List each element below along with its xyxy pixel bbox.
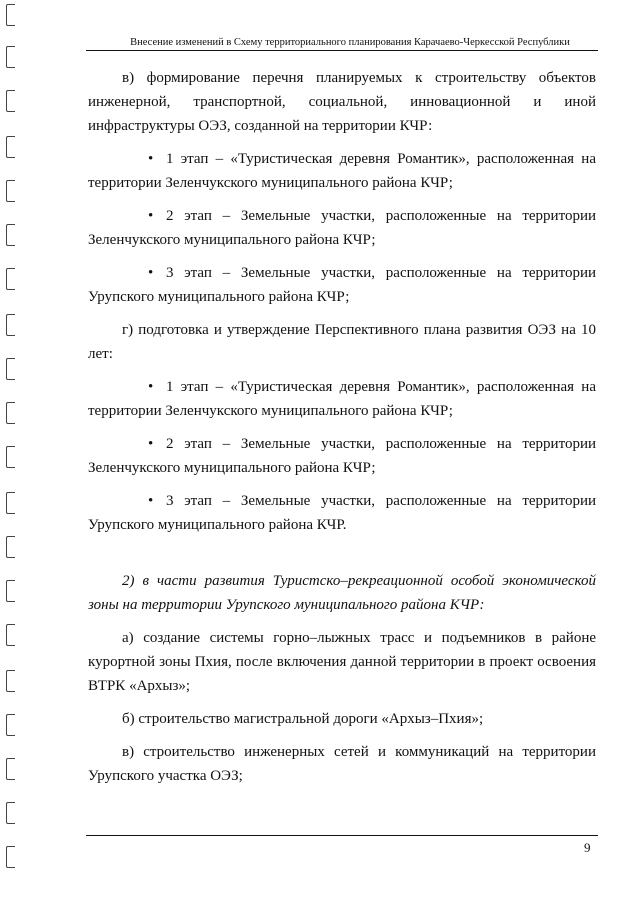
binder-mark [6, 670, 15, 692]
binder-mark [6, 492, 15, 514]
binder-mark [6, 358, 15, 380]
page-number: 9 [584, 840, 591, 855]
list-item [88, 261, 596, 309]
item-b: б) строительство магистральной дороги «Архыз–Пхия»; [122, 711, 484, 727]
list-item-text: 1 этап – «Туристическая деревня Романтик», расположенная на территории Зеленчукского муниципального района КЧР; [88, 379, 596, 419]
list-item [88, 489, 596, 537]
binder-mark [6, 846, 15, 868]
binder-edge [4, 0, 20, 905]
list-item [88, 375, 596, 423]
binder-mark [6, 714, 15, 736]
paragraph-g: г) подготовка и утверждение Перспективного плана развития ОЭЗ на 10 лет: [88, 322, 596, 362]
binder-mark [6, 402, 15, 424]
list-item [88, 432, 596, 480]
body-text [88, 66, 596, 797]
binder-mark [6, 224, 15, 246]
list-item-text: 3 этап – Земельные участки, расположенные на территории Урупского муниципального района КЧР; [88, 265, 596, 305]
item-v: в) строительство инженерных сетей и коммуникаций на территории Урупского участка ОЭЗ; [88, 744, 596, 784]
binder-mark [6, 624, 15, 646]
list-item-text: 1 этап – «Туристическая деревня Романтик», расположенная на территории Зеленчукского муниципального района КЧР; [88, 151, 596, 191]
binder-mark [6, 268, 15, 290]
binder-mark [6, 46, 15, 68]
footer-rule [86, 835, 598, 836]
binder-mark [6, 536, 15, 558]
list-item [88, 147, 596, 195]
bullet-icon: • [148, 493, 154, 509]
list-item [88, 204, 596, 252]
bullet-icon: • [148, 208, 154, 224]
binder-mark [6, 180, 15, 202]
bullet-icon: • [148, 265, 154, 281]
list-item-text: 3 этап – Земельные участки, расположенные на территории Урупского муниципального района КЧР. [88, 493, 596, 533]
section-2-heading: 2) в части развития Туристско–рекреационной особой экономической зоны на территории Урупского муниципального района КЧР: [88, 573, 596, 613]
running-header: Внесение изменений в Схему территориального планирования Карачаево-Черкесской Республики [130, 37, 570, 48]
binder-mark [6, 314, 15, 336]
binder-mark [6, 580, 15, 602]
bullet-icon: • [148, 151, 154, 167]
binder-mark [6, 446, 15, 468]
list-item-text: 2 этап – Земельные участки, расположенные на территории Зеленчукского муниципального района КЧР; [88, 436, 596, 476]
binder-mark [6, 802, 15, 824]
bullet-icon: • [148, 436, 154, 452]
item-a: а) создание системы горно–лыжных трасс и подъемников в районе курортной зоны Пхия, после включения данной территории в проект освоения ВТРК «Архыз»; [88, 630, 596, 694]
binder-mark [6, 136, 15, 158]
bullet-icon: • [148, 379, 154, 395]
paragraph-v: в) формирование перечня планируемых к строительству объектов инженерной, транспортной, социальной, инновационной и иной инфраструктуры ОЭЗ, созданной на территории КЧР: [88, 70, 596, 134]
binder-mark [6, 90, 15, 112]
binder-mark [6, 758, 15, 780]
list-item-text: 2 этап – Земельные участки, расположенные на территории Зеленчукского муниципального района КЧР; [88, 208, 596, 248]
header-rule [86, 50, 598, 51]
binder-mark [6, 4, 15, 26]
